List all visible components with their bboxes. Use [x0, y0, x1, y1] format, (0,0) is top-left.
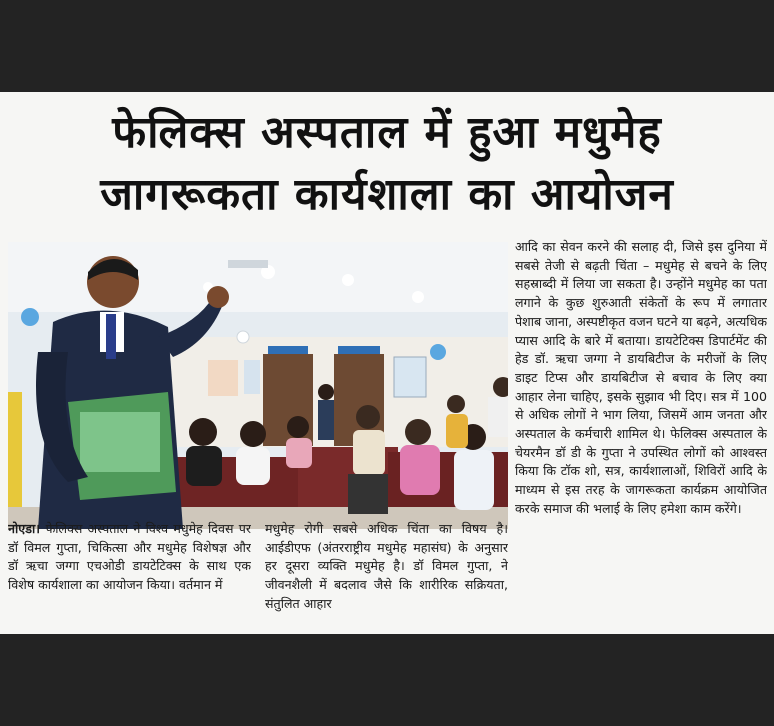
article-text-col2: मधुमेह रोगी सबसे अधिक चिंता का विषय है। आईडीएफ (अंतरराष्ट्रीय मधुमेह महासंघ) के अनुसार हर दूसरा व्यक्ति मधुमेह है। डॉ विमल गुप्ता, ने जीवनशैली में बदलाव जैसे कि शारीरिक सक्रियता, संतुलित आहार	[265, 521, 508, 611]
newspaper-clipping	[0, 92, 774, 634]
headline	[0, 102, 774, 226]
bottom-black-band	[0, 634, 774, 726]
article-text-col1: फेलिक्स अस्पताल ने विश्व मधुमेह दिवस पर डॉ विमल गुप्ता, चिकित्सा और मधुमेह विशेषज्ञ और डॉ ऋचा जग्गा एचओडी डायटेटिक्स के साथ एक विशेष कार्यशाला का आयोजन किया। वर्तमान में	[8, 521, 251, 593]
headline-line-1: फेलिक्स अस्पताल में हुआ मधुमेह	[112, 107, 662, 158]
dateline: नोएडा।	[8, 521, 46, 536]
headline-line-2: जागरूकता कार्यशाला का आयोजन	[100, 169, 674, 220]
article-column-1	[8, 520, 251, 630]
article-text-col3: आदि का सेवन करने की सलाह दी, जिसे इस दुनिया में सबसे तेजी से बढ़ती चिंता – मधुमेह से बचने के लिए सहस्राब्दी में लिया जा सकता है। उन्होंने मधुमेह का पता लगाने के कुछ शुरुआती संकेतों के रूप में लगातार पेशाब जाना, अस्पष्टीकृत वजन घटने या बढ़ने, अत्यधिक प्यास आदि के बारे में बताया। डायटेटिक्स डिपार्टमेंट की हेड डॉ. ऋचा जग्गा ने डायबिटीज के मरीजों के लिए डाइट टिप्स और डायबिटीज से बचाव के लिए क्या आहार लेना चाहिए, इसके सुझाव भी दिए। सत्र में 100 से अधिक लोगों ने भाग लिया, जिसमें आम जनता और अस्पताल के कर्मचारी शामिल थे। फेलिक्स अस्पताल के चेयरमैन डॉ डी के गुप्ता ने उपस्थित लोगों को आश्वस्त किया कि टॉक शो, सत्र, कार्यशालाओं, शिविरों आदि के माध्यम से इस तरह के जागरूकता कार्यक्रम आयोजित करके समाज की भलाई के लिए हमेशा काम करेंगे।	[515, 239, 767, 516]
event-photo	[8, 242, 508, 529]
article-column-right	[515, 238, 767, 628]
top-black-band	[0, 0, 774, 92]
article-column-2	[265, 520, 508, 630]
